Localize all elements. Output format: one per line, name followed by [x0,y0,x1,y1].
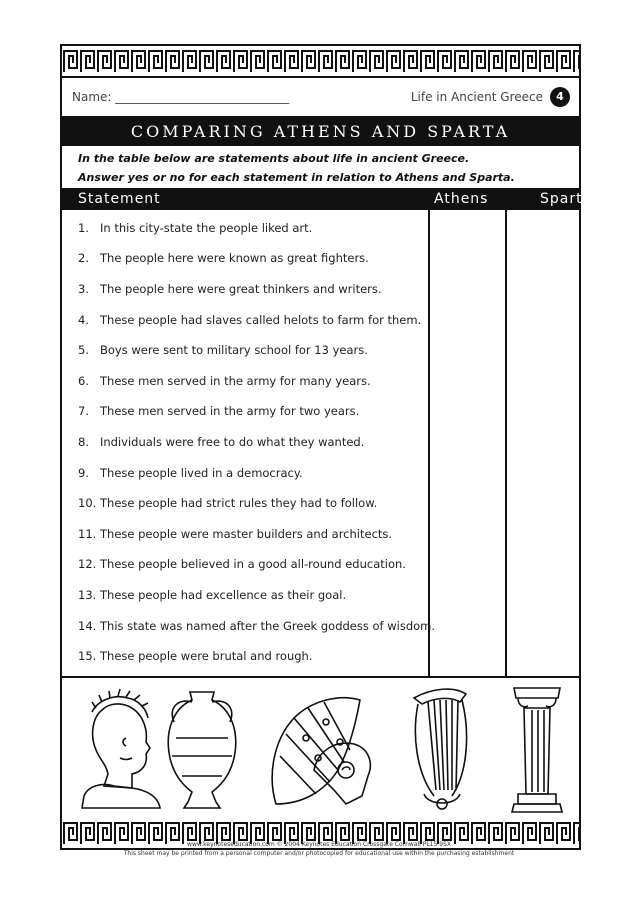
table-row [78,466,303,480]
illustration-strip [62,678,579,822]
row-number: 6. [78,374,89,388]
instructions-line-1: In the table below are statements about life in ancient Greece. [78,152,470,165]
series-title: Life in Ancient Greece [410,90,543,104]
row-statement: These people had excellence as their goal. [100,588,347,602]
row-statement: These people were master builders and architects. [100,527,393,541]
table-header [62,188,593,210]
row-statement: These men served in the army for many years. [100,374,371,388]
row-statement: This state was named after the Greek goddess of wisdom. [100,619,436,633]
table-row [78,557,406,571]
row-number: 15. [78,649,97,663]
laurel-head-icon [82,689,160,808]
row-statement: These people were brutal and rough. [100,649,313,663]
column-header-sparta: Sparta [540,191,593,207]
table-row [78,527,392,541]
table-row [78,619,435,633]
instructions-line-2: Answer yes or no for each statement in relation to Athens and Sparta. [78,171,515,184]
row-number: 3. [78,282,89,296]
row-statement: Individuals were free to do what they wanted. [100,435,365,449]
column-header-statement: Statement [78,191,161,207]
row-number: 14. [78,619,97,633]
header-row [62,76,579,118]
sparta-column-divider [505,210,507,676]
name-field-label: Name: _____________________________ [72,90,290,104]
row-number: 11. [78,527,97,541]
table-row [78,496,377,510]
row-statement: Boys were sent to military school for 13 years. [100,343,368,357]
row-number: 4. [78,313,89,327]
worksheet-frame [60,44,593,850]
helmet-shield-icon [272,698,370,804]
table-row [78,282,382,296]
table-row [78,221,312,235]
row-statement: These men served in the army for two years. [100,404,360,418]
row-number: 10. [78,496,97,510]
row-statement: These people believed in a good all-round education. [100,557,406,571]
footer-copyright: www.keynoteseducation.com © 2004 Keynotes Education Crossgate Cornwall PL15 9SX [187,841,451,848]
row-number: 9. [78,466,89,480]
footer [0,840,638,858]
athens-column-divider [428,210,430,676]
table-row [78,251,369,265]
row-statement: These people had slaves called helots to farm for them. [100,313,422,327]
column-header-athens: Athens [434,191,489,207]
table-row [78,374,371,388]
greek-key-border-top [62,46,579,76]
row-number: 7. [78,404,89,418]
row-number: 5. [78,343,89,357]
row-number: 13. [78,588,97,602]
row-number: 1. [78,221,89,235]
column-icon [512,688,562,812]
instructions [78,149,515,187]
row-statement: The people here were great thinkers and writers. [100,282,382,296]
table-row [78,649,313,663]
row-statement: These people had strict rules they had to follow. [100,496,378,510]
page-number-badge: 4 [550,87,570,107]
row-number: 8. [78,435,89,449]
table-row [78,435,364,449]
worksheet-title: COMPARING ATHENS AND SPARTA [62,118,579,146]
table-row [78,588,346,602]
footer-usage-note: This sheet may be printed from a personal computer and/or photocopied for educational use within the purchasing establishment [123,850,515,857]
table-row [78,404,359,418]
table-row [78,313,421,327]
row-statement: These people lived in a democracy. [100,466,303,480]
row-statement: The people here were known as great fighters. [100,251,369,265]
row-number: 2. [78,251,89,265]
lyre-icon [414,689,467,809]
row-number: 12. [78,557,97,571]
row-statement: In this city-state the people liked art. [100,221,313,235]
table-row [78,343,368,357]
amphora-icon [168,692,235,808]
